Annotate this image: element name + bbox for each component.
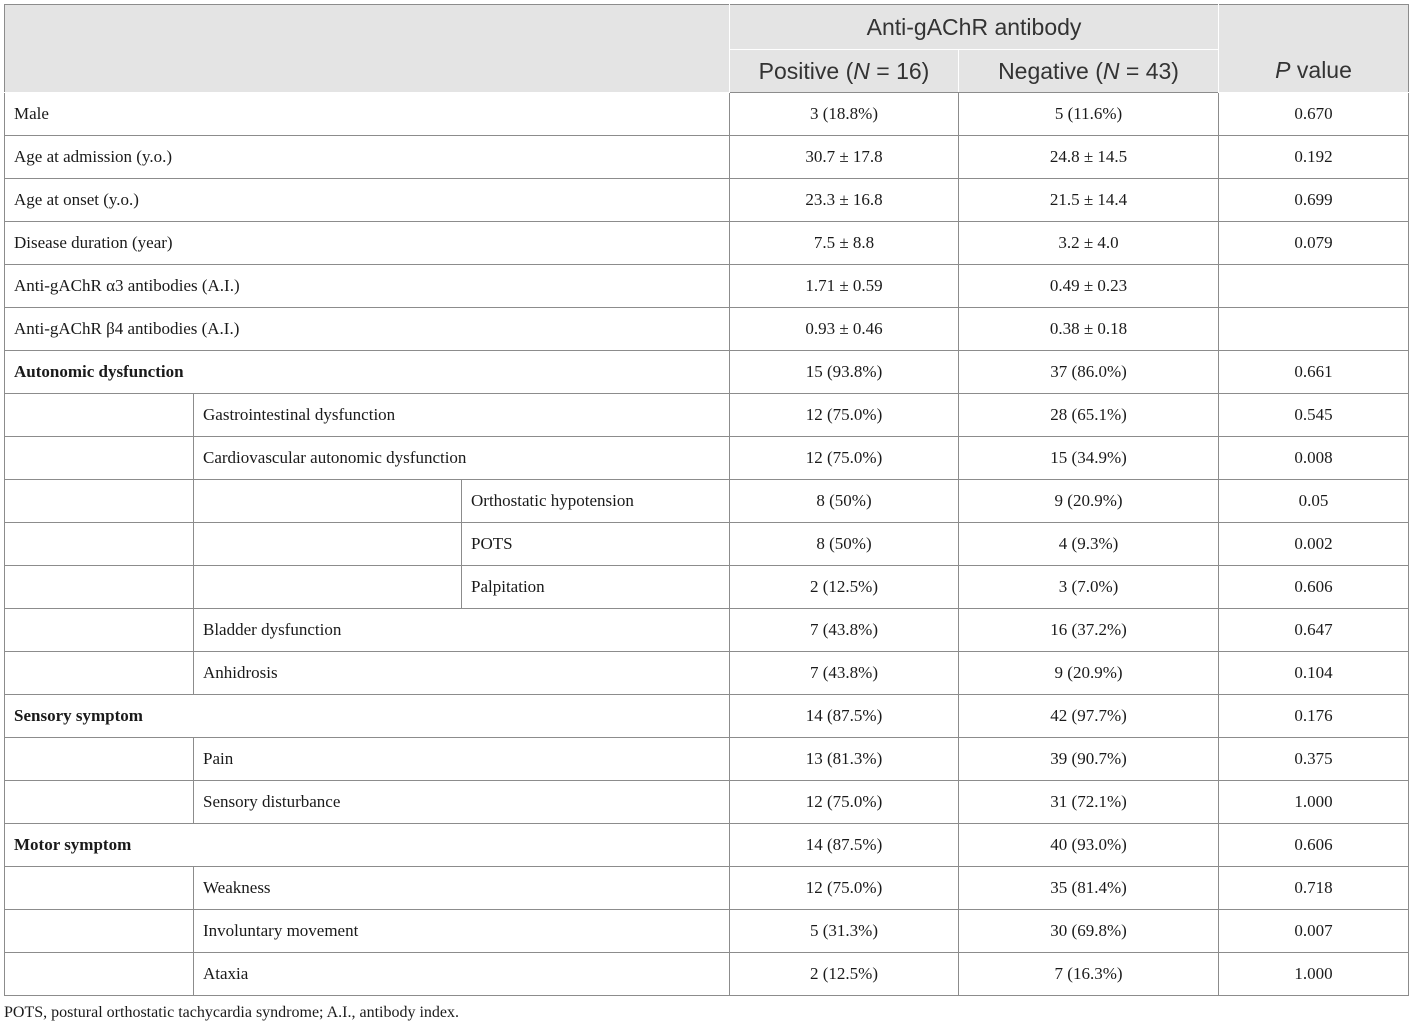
indent-cell	[5, 867, 194, 910]
header-blank-cell	[5, 5, 730, 93]
positive-value: 14 (87.5%)	[730, 695, 959, 738]
negative-value: 21.5 ± 14.4	[959, 179, 1219, 222]
positive-value: 12 (75.0%)	[730, 394, 959, 437]
table-row	[5, 179, 1409, 222]
positive-value: 0.93 ± 0.46	[730, 308, 959, 351]
negative-value: 35 (81.4%)	[959, 867, 1219, 910]
header-negative	[959, 50, 1219, 93]
positive-value: 7 (43.8%)	[730, 652, 959, 695]
positive-value: 15 (93.8%)	[730, 351, 959, 394]
positive-value: 30.7 ± 17.8	[730, 136, 959, 179]
row-label: Age at admission (y.o.)	[5, 136, 730, 179]
row-label: Cardiovascular autonomic dysfunction	[194, 437, 730, 480]
positive-value: 2 (12.5%)	[730, 953, 959, 996]
negative-value: 9 (20.9%)	[959, 652, 1219, 695]
indent-cell	[5, 394, 194, 437]
indent-cell	[5, 781, 194, 824]
p-value: 0.176	[1219, 695, 1409, 738]
row-label: Palpitation	[462, 566, 730, 609]
row-label: Sensory symptom	[5, 695, 730, 738]
negative-value: 3.2 ± 4.0	[959, 222, 1219, 265]
indent-cell	[5, 480, 194, 523]
negative-value: 42 (97.7%)	[959, 695, 1219, 738]
table-row	[5, 265, 1409, 308]
table-row	[5, 480, 1409, 523]
positive-value: 12 (75.0%)	[730, 781, 959, 824]
negative-value: 0.38 ± 0.18	[959, 308, 1219, 351]
table-body	[5, 93, 1409, 996]
indent-cell	[194, 566, 462, 609]
negative-value: 3 (7.0%)	[959, 566, 1219, 609]
row-label: Bladder dysfunction	[194, 609, 730, 652]
header-p-suffix: value	[1290, 57, 1352, 83]
negative-value: 9 (20.9%)	[959, 480, 1219, 523]
p-value: 0.104	[1219, 652, 1409, 695]
table-row	[5, 308, 1409, 351]
indent-cell	[5, 738, 194, 781]
negative-value: 28 (65.1%)	[959, 394, 1219, 437]
p-value: 0.192	[1219, 136, 1409, 179]
table-row	[5, 867, 1409, 910]
p-value: 0.606	[1219, 824, 1409, 867]
table-row	[5, 609, 1409, 652]
row-label: Disease duration (year)	[5, 222, 730, 265]
positive-value: 8 (50%)	[730, 523, 959, 566]
row-label: Motor symptom	[5, 824, 730, 867]
p-value	[1219, 308, 1409, 351]
p-value: 0.05	[1219, 480, 1409, 523]
p-value: 0.375	[1219, 738, 1409, 781]
negative-value: 0.49 ± 0.23	[959, 265, 1219, 308]
p-value: 0.699	[1219, 179, 1409, 222]
table-row	[5, 910, 1409, 953]
p-value: 0.670	[1219, 93, 1409, 136]
row-label: Involuntary movement	[194, 910, 730, 953]
positive-value: 8 (50%)	[730, 480, 959, 523]
row-label: Pain	[194, 738, 730, 781]
row-label: Sensory disturbance	[194, 781, 730, 824]
indent-cell	[194, 523, 462, 566]
negative-value: 5 (11.6%)	[959, 93, 1219, 136]
negative-value: 30 (69.8%)	[959, 910, 1219, 953]
indent-cell	[194, 480, 462, 523]
row-label: Ataxia	[194, 953, 730, 996]
results-table	[4, 4, 1409, 996]
negative-value: 39 (90.7%)	[959, 738, 1219, 781]
table-header	[5, 5, 1409, 93]
header-group-anti-gachr: Anti-gAChR antibody	[730, 5, 1219, 50]
row-label: Gastrointestinal dysfunction	[194, 394, 730, 437]
row-label: Orthostatic hypotension	[462, 480, 730, 523]
table-row	[5, 351, 1409, 394]
row-label: Anhidrosis	[194, 652, 730, 695]
table-row	[5, 738, 1409, 781]
header-negative-prefix: Negative (	[998, 57, 1103, 84]
negative-value: 15 (34.9%)	[959, 437, 1219, 480]
indent-cell	[5, 953, 194, 996]
p-value: 0.718	[1219, 867, 1409, 910]
row-label: POTS	[462, 523, 730, 566]
positive-value: 23.3 ± 16.8	[730, 179, 959, 222]
positive-value: 5 (31.3%)	[730, 910, 959, 953]
p-value: 0.007	[1219, 910, 1409, 953]
p-value: 0.008	[1219, 437, 1409, 480]
table-row	[5, 222, 1409, 265]
header-positive-suffix: = 16)	[869, 57, 930, 84]
p-value: 0.002	[1219, 523, 1409, 566]
negative-value: 7 (16.3%)	[959, 953, 1219, 996]
indent-cell	[5, 566, 194, 609]
table-row	[5, 953, 1409, 996]
positive-value: 1.71 ± 0.59	[730, 265, 959, 308]
negative-value: 24.8 ± 14.5	[959, 136, 1219, 179]
table-row	[5, 437, 1409, 480]
p-value: 0.661	[1219, 351, 1409, 394]
row-label: Autonomic dysfunction	[5, 351, 730, 394]
header-negative-suffix: = 43)	[1119, 57, 1179, 84]
row-label: Age at onset (y.o.)	[5, 179, 730, 222]
row-label: Weakness	[194, 867, 730, 910]
table-row	[5, 566, 1409, 609]
header-positive-n: N	[853, 57, 870, 84]
indent-cell	[5, 523, 194, 566]
header-positive-prefix: Positive (	[758, 57, 854, 84]
header-negative-n: N	[1102, 57, 1120, 84]
table-wrapper	[4, 4, 1409, 996]
row-label: Male	[5, 93, 730, 136]
table-footnote: POTS, postural orthostatic tachycardia syndrome; A.I., antibody index.	[4, 1004, 460, 1021]
indent-cell	[5, 609, 194, 652]
p-value: 0.079	[1219, 222, 1409, 265]
p-value: 1.000	[1219, 953, 1409, 996]
indent-cell	[5, 652, 194, 695]
indent-cell	[5, 910, 194, 953]
header-p-value	[1219, 5, 1409, 93]
positive-value: 12 (75.0%)	[730, 867, 959, 910]
positive-value: 12 (75.0%)	[730, 437, 959, 480]
indent-cell	[5, 437, 194, 480]
positive-value: 2 (12.5%)	[730, 566, 959, 609]
header-positive	[730, 50, 959, 93]
header-p-italic: P	[1275, 57, 1291, 83]
negative-value: 31 (72.1%)	[959, 781, 1219, 824]
table-row	[5, 93, 1409, 136]
negative-value: 16 (37.2%)	[959, 609, 1219, 652]
table-row	[5, 523, 1409, 566]
table-row	[5, 652, 1409, 695]
positive-value: 7 (43.8%)	[730, 609, 959, 652]
positive-value: 14 (87.5%)	[730, 824, 959, 867]
positive-value: 7.5 ± 8.8	[730, 222, 959, 265]
table-row	[5, 394, 1409, 437]
positive-value: 3 (18.8%)	[730, 93, 959, 136]
p-value: 0.606	[1219, 566, 1409, 609]
table-row	[5, 695, 1409, 738]
positive-value: 13 (81.3%)	[730, 738, 959, 781]
table-row	[5, 781, 1409, 824]
negative-value: 40 (93.0%)	[959, 824, 1219, 867]
negative-value: 4 (9.3%)	[959, 523, 1219, 566]
row-label: Anti-gAChR β4 antibodies (A.I.)	[5, 308, 730, 351]
p-value: 0.647	[1219, 609, 1409, 652]
table-row	[5, 824, 1409, 867]
p-value	[1219, 265, 1409, 308]
table-row	[5, 136, 1409, 179]
negative-value: 37 (86.0%)	[959, 351, 1219, 394]
p-value: 0.545	[1219, 394, 1409, 437]
p-value: 1.000	[1219, 781, 1409, 824]
row-label: Anti-gAChR α3 antibodies (A.I.)	[5, 265, 730, 308]
